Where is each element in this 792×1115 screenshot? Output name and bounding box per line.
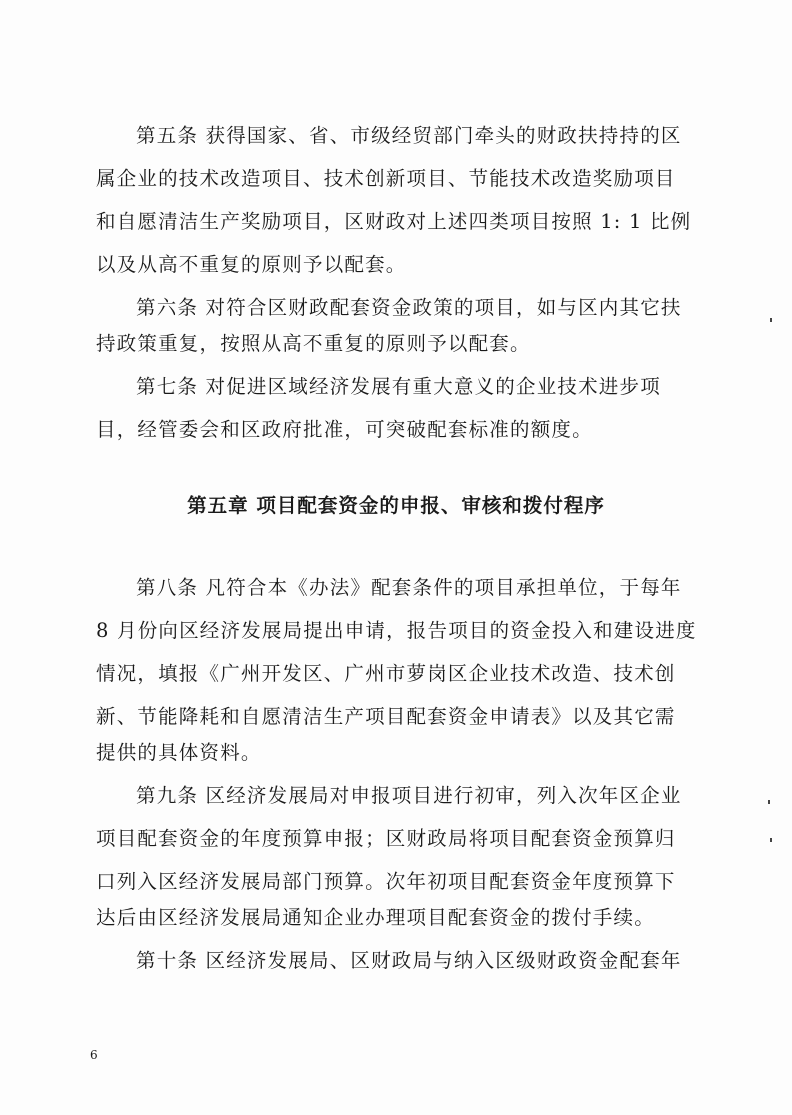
article-8-line-5: 提供的具体资料。 bbox=[96, 741, 262, 764]
article-6-line-2: 持政策重复，按照从高不重复的原则予以配套。 bbox=[96, 332, 531, 355]
article-5-line-3: 和自愿清洁生产奖励项目，区财政对上述四类项目按照 1: 1 比例 bbox=[96, 210, 692, 233]
scan-speck bbox=[768, 800, 770, 804]
article-10-line-1: 第十条 区经济发展局、区财政局与纳入区级财政资金配套年 bbox=[136, 949, 682, 972]
page-number: 6 bbox=[90, 1048, 98, 1062]
article-8-line-1: 第八条 凡符合本《办法》配套条件的项目承担单位，于每年 bbox=[136, 576, 682, 599]
article-8-line-2: 8 月份向区经济发展局提出申请，报告项目的资金投入和建设进度 bbox=[96, 619, 697, 642]
scan-speck bbox=[770, 838, 772, 842]
article-7-line-2: 目，经管委会和区政府批准，可突破配套标准的额度。 bbox=[96, 418, 593, 441]
article-9-line-4: 达后由区经济发展局通知企业办理项目配套资金的拨付手续。 bbox=[96, 906, 655, 929]
article-5-line-2: 属企业的技术改造项目、技术创新项目、节能技术改造奖励项目 bbox=[96, 167, 676, 190]
article-5-line-1: 第五条 获得国家、省、市级经贸部门牵头的财政扶持持的区 bbox=[136, 124, 682, 147]
article-9-line-1: 第九条 区经济发展局对申报项目进行初审，列入次年区企业 bbox=[136, 784, 682, 807]
article-9-line-3: 口列入区经济发展局部门预算。次年初项目配套资金年度预算下 bbox=[96, 870, 676, 893]
article-8-line-4: 新、节能降耗和自愿清洁生产项目配套资金申请表》以及其它需 bbox=[96, 705, 676, 728]
article-8-line-3: 情况，填报《广州开发区、广州市萝岗区企业技术改造、技术创 bbox=[96, 662, 676, 685]
article-6-line-1: 第六条 对符合区财政配套资金政策的项目，如与区内其它扶 bbox=[136, 296, 682, 319]
scan-speck bbox=[770, 318, 772, 322]
article-5-line-4: 以及从高不重复的原则予以配套。 bbox=[96, 253, 407, 276]
article-7-line-1: 第七条 对促进区域经济发展有重大意义的企业技术进步项 bbox=[136, 375, 661, 398]
article-9-line-2: 项目配套资金的年度预算申报；区财政局将项目配套资金预算归 bbox=[96, 827, 676, 850]
chapter-heading: 第五章 项目配套资金的申报、审核和拨付程序 bbox=[187, 494, 605, 517]
